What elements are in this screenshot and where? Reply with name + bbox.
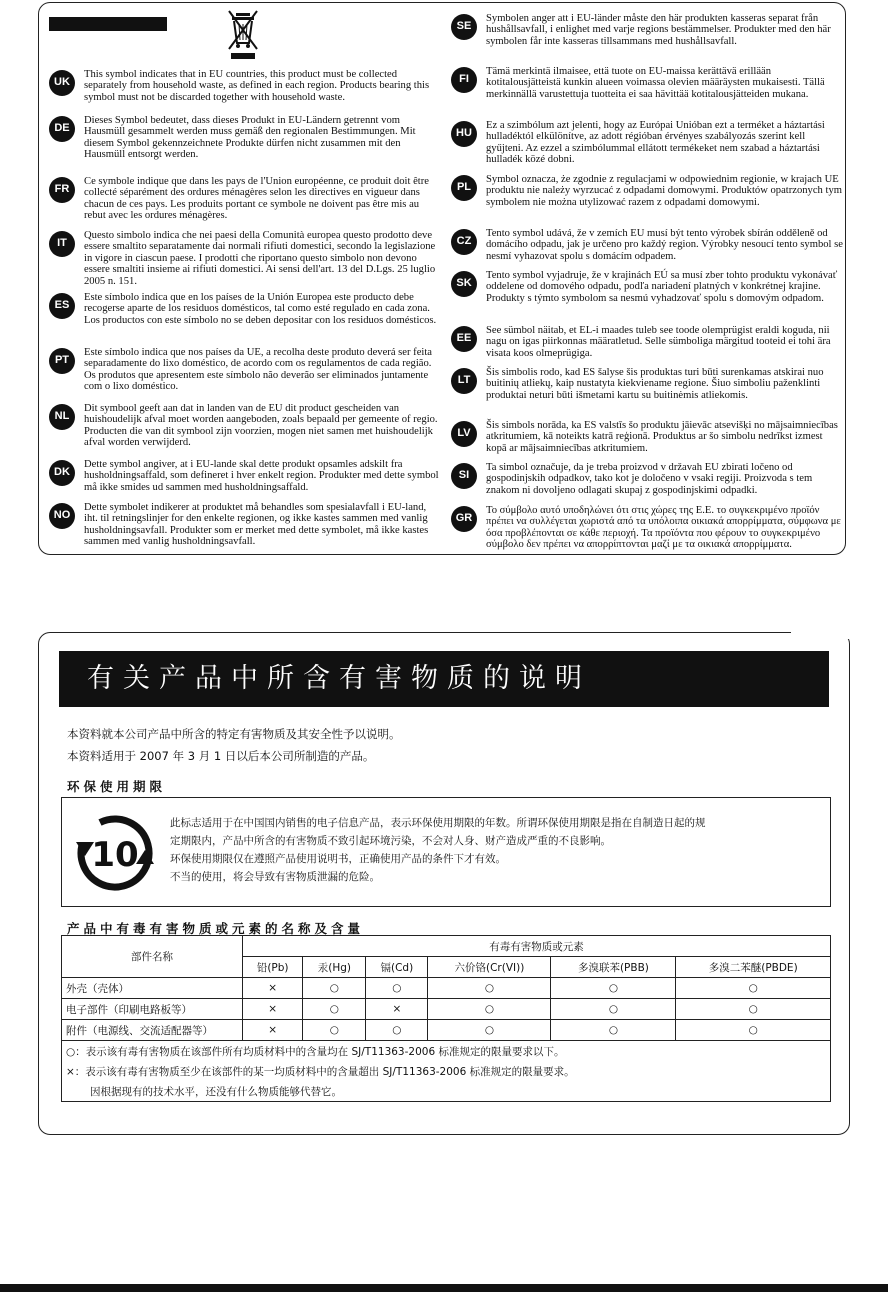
weee-text-se: Symbolen anger att i EU-länder måste den här produkten kasseras separat från hushållsavfall, i enlighet med varje regions bestämmelser. Produkter med den här symbolen får inte kasseras tillsammans med hushållsavfall. — [486, 13, 831, 47]
table-note-1: ○：表示该有毒有害物质在该部件所有均质材料中的含量均在 SJ/T11363-2006 标准规定的限量要求以下。 — [62, 1041, 831, 1062]
badge-es: ES — [49, 293, 75, 319]
bottom-black-bar — [0, 1284, 888, 1292]
eco-line-1: 此标志适用于在中国国内销售的电子信息产品，表示环保使用期限的年数。所谓环保使用期限是指在自制造日起的规 — [170, 817, 706, 829]
weee-text-si: Ta simbol označuje, da je treba proizvod v državah EU zbirati ločeno od gospodinjskih odpadkov, tako kot je določeno v vsaki regiji. Proizvoda s tem znakom ni dovoljeno odlagati skupaj z gospodinjskimi odpadki. — [486, 462, 813, 496]
cell: ○ — [428, 1020, 551, 1041]
part-name-header: 部件名称 — [62, 936, 243, 978]
weee-text-nl: Dit symbool geeft aan dat in landen van de EU dit product gescheiden van huishoudelijk afval moet worden aangeboden, zoals bepaald per gemeente of regio. Producten die van dit symbool zijn voorzien, mogen niet samen met huishoudelijk afval worden verwijderd. — [84, 403, 438, 449]
china-rohs-box — [38, 632, 850, 1135]
cell: ○ — [676, 1020, 831, 1041]
weee-entry-nl — [49, 403, 441, 459]
weee-entry-fr — [49, 176, 441, 230]
weee-entry-lt — [451, 367, 845, 420]
weee-entry-cz — [451, 228, 845, 270]
weee-entry-se — [451, 13, 845, 66]
weee-entry-no — [49, 502, 441, 550]
weee-text-hu: Ez a szimbólum azt jelenti, hogy az Európai Unióban ezt a terméket a háztartási hulladéktól elkülönítve, az adott régióban érvényes szabályozás szerint kell gyűjteni. Az ezzel a szimbólummal ellátott termékeket nem szabad a háztartási hulladék közé dobni. — [486, 120, 825, 166]
weee-text-uk: This symbol indicates that in EU countries, this product must be collected separately from household waste, as defined in each region. Products bearing this symbol must not be discarded together with household waste. — [84, 69, 430, 103]
cell: ○ — [366, 978, 428, 999]
weee-text-fr: Ce symbole indique que dans les pays de l'Union européenne, ce produit doit être collecté séparément des ordures ménagères selon les directives en vigueur dans chacun de ces pays. Les produits portant ce symbole ne doivent pas être mis au rebut avec les ordures ménagères. — [84, 176, 429, 222]
badge-lt: LT — [451, 368, 477, 394]
crossed-bin-icon — [225, 9, 261, 61]
eco-period-text — [170, 814, 706, 886]
weee-entry-es — [49, 292, 441, 347]
badge-fi: FI — [451, 67, 477, 93]
substance-group-header: 有毒有害物质或元素 — [243, 936, 831, 957]
weee-left-column — [49, 69, 441, 550]
badge-lv: LV — [451, 421, 477, 447]
badge-cz: CZ — [451, 229, 477, 255]
badge-pl: PL — [451, 175, 477, 201]
weee-entry-it — [49, 230, 441, 292]
cell: ○ — [551, 999, 676, 1020]
weee-text-pl: Symbol oznacza, że zgodnie z regulacjami w odpowiednim regionie, w krajach UE produktu nie należy wyrzucać z odpadami domowymi. Produktów opatrzonych tym symbolem nie można utylizować razem z odpadami domowymi. — [486, 174, 842, 208]
weee-entry-lv — [451, 420, 845, 462]
weee-text-es: Este símbolo indica que en los países de la Unión Europea este producto debe recogerse aparte de los residuos domésticos, tal como esté regulado en cada zona. Los productos con este símbolo no se deben depositar con los residuos domésticos. — [84, 292, 437, 326]
weee-text-gr: Το σύμβολο αυτό υποδηλώνει ότι στις χώρες της Ε.Ε. το συγκεκριμένο προϊόν πρέπει να συλλέγεται χωριστά από τα υπόλοιπα οικιακά απορρίμματα, σύμφωνα με όσα προβλέπονται σε κάθε περιοχή. Τα προϊόντα που φέρουν το συγκεκριμένο σύμβολο δεν πρέπει να απορρίπτονται μαζί με τα οικιακά απορρίμματα. — [486, 505, 841, 551]
cell: ○ — [303, 999, 366, 1020]
eco-line-4: 不当的使用，将会导致有害物质泄漏的危险。 — [170, 871, 380, 883]
cell: × — [243, 978, 303, 999]
col-header-pbb: 多溴联苯(PBB) — [551, 957, 676, 978]
cell: × — [243, 1020, 303, 1041]
cell: ○ — [676, 978, 831, 999]
cell: ○ — [428, 978, 551, 999]
eco-line-2: 定期限内，产品中所含的有害物质不致引起环境污染，不会对人身、财产造成严重的不良影响。 — [170, 835, 611, 847]
cell: ○ — [551, 978, 676, 999]
weee-text-it: Questo simbolo indica che nei paesi della Comunità europea questo prodotto deve essere smaltito separatamente dai normali rifiuti domestici, secondo la legislazione in vigore in ciascun paese. I prodotti che riportano questo simbolo non devono essere smaltiti insieme ai rifiuti domestici. Ai sensi dell'art. 13 del D.Lgs. 25 luglio 2005 n. 151. — [84, 230, 436, 287]
weee-entry-dk — [49, 459, 441, 502]
weee-entry-hu — [451, 120, 845, 174]
weee-text-no: Dette symbolet indikerer at produktet må behandles som spesialavfall i EU-land, iht. til retningslinjer for den enkelte regionen, og ikke kastes sammen med vanlig husholdningsavfall. Produkter som er merket med dette symbolet, må ikke kastes sammen med vanlig husholdningsavfall. — [84, 502, 429, 548]
row-name: 电子部件（印刷电路板等） — [62, 999, 243, 1020]
weee-entry-uk — [49, 69, 441, 108]
intro-line-1: 本资料就本公司产品中所含的特定有害物质及其安全性予以说明。 — [67, 727, 401, 741]
table-note-3: 因根据现有的技术水平，还没有什么物质能够代替它。 — [62, 1081, 831, 1102]
weee-entry-de — [49, 115, 441, 176]
cell: ○ — [303, 1020, 366, 1041]
badge-no: NO — [49, 503, 75, 529]
weee-text-pt: Este símbolo indica que nos países da UE, a recolha deste produto deverá ser feita separadamente do lixo doméstico, de acordo com os regulamentos de cada região. Os produtos que apresentem este símbolo não deverão ser eliminados juntamente com o lixo doméstico. — [84, 347, 433, 393]
weee-entry-si — [451, 462, 845, 505]
badge-se: SE — [451, 14, 477, 40]
weee-text-lv: Šis simbols norāda, ka ES valstīs šo produktu jāievāc atsevišķi no mājsaimniecības atkritumiem, kā noteikts katrā reģionā. Produktus ar šo simbolu nedrīkst izmest kopā ar mājsaimniecības atkritumiem. — [486, 420, 838, 454]
weee-text-dk: Dette symbol angiver, at i EU-lande skal dette produkt opsamles adskilt fra husholdningsaffald, som defineret i hver enkelt region. Produkter med dette symbol må ikke smides ud sammen med husholdningsaffald. — [84, 459, 439, 493]
cell: ○ — [366, 1020, 428, 1041]
cell: × — [243, 999, 303, 1020]
badge-de: DE — [49, 116, 75, 142]
weee-entry-sk — [451, 270, 845, 325]
badge-dk: DK — [49, 460, 75, 486]
badge-si: SI — [451, 463, 477, 489]
badge-ee: EE — [451, 326, 477, 352]
row-name: 外壳（壳体） — [62, 978, 243, 999]
intro-line-2: 本资料适用于 2007 年 3 月 1 日以后本公司所制造的产品。 — [67, 749, 375, 763]
badge-pt: PT — [49, 348, 75, 374]
col-header-cd: 镉(Cd) — [366, 957, 428, 978]
cell: ○ — [676, 999, 831, 1020]
badge-fr: FR — [49, 177, 75, 203]
table-row — [62, 999, 831, 1020]
weee-entry-pt — [49, 347, 441, 403]
weee-text-de: Dieses Symbol bedeutet, dass dieses Produkt in EU-Ländern getrennt vom Hausmüll gesammelt werden muss gemäß den regionalen Bestimmungen. Mit diesem Symbol gekennzeichnete Produkte dürfen nicht zusammen mit den Hausmüll entsorgt werden. — [84, 115, 416, 161]
rohs-title: 有关产品中所含有害物质的说明 — [59, 651, 829, 707]
cell: ○ — [428, 999, 551, 1020]
table-note-2: ×：表示该有毒有害物质至少在该部件的某一均质材料中的含量超出 SJ/T11363-2006 标准规定的限量要求。 — [62, 1061, 831, 1081]
col-header-pbde: 多溴二苯醚(PBDE) — [676, 957, 831, 978]
badge-sk: SK — [451, 271, 477, 297]
eco-period-box — [61, 797, 831, 907]
weee-right-column — [451, 13, 845, 555]
weee-entry-ee — [451, 325, 845, 367]
substance-table-heading: 产品中有毒有害物质或元素的名称及含量 — [67, 921, 365, 936]
eco-line-3: 环保使用期限仅在遵照产品使用说明书，正确使用产品的条件下才有效。 — [170, 853, 506, 865]
weee-entry-gr — [451, 505, 845, 555]
weee-text-cz: Tento symbol udává, že v zemích EU musí být tento výrobek sbírán odděleně od domácího odpadu, jak je určeno pro každý region. Výrobky nesoucí tento symbol se nesmí vyhazovat spolu s domácím odpadem. — [486, 228, 843, 262]
black-label-bar — [49, 17, 167, 31]
col-header-cr6: 六价铬(Cr(VI)) — [428, 957, 551, 978]
rohs-intro — [67, 723, 401, 767]
weee-entry-fi — [451, 66, 845, 120]
weee-notice-box — [38, 2, 846, 555]
eco-period-heading: 环保使用期限 — [67, 779, 167, 794]
col-header-pb: 铅(Pb) — [243, 957, 303, 978]
col-header-hg: 汞(Hg) — [303, 957, 366, 978]
cell: ○ — [303, 978, 366, 999]
substance-table — [61, 935, 831, 1102]
badge-uk: UK — [49, 70, 75, 96]
eco-number: 10 — [91, 835, 139, 875]
badge-nl: NL — [49, 404, 75, 430]
weee-text-ee: See sümbol näitab, et EL-i maades tuleb see toode olemprügist eraldi koguda, nii nagu on igas piirkonnas määratletud. Selle sümboliga märgitud tooteid ei tohi ära visata koos olmeprügiga. — [486, 325, 831, 359]
badge-hu: HU — [451, 121, 477, 147]
badge-it: IT — [49, 231, 75, 257]
row-name: 附件（电源线、交流适配器等） — [62, 1020, 243, 1041]
table-row — [62, 978, 831, 999]
weee-entry-pl — [451, 174, 845, 228]
cell: × — [366, 999, 428, 1020]
cell: ○ — [551, 1020, 676, 1041]
badge-gr: GR — [451, 506, 477, 532]
weee-text-lt: Šis simbolis rodo, kad ES šalyse šis produktas turi būti surenkamas atskirai nuo buitinių atliekų, kaip nustatyta kiekviename regione. Šiuo simboliu paženklinti produktai neturi būti išmetami kartu su buitinėmis atliekomis. — [486, 367, 824, 401]
eco-period-10-icon — [74, 812, 156, 894]
table-row — [62, 1020, 831, 1041]
weee-text-sk: Tento symbol vyjadruje, že v krajinách EÚ sa musí zber tohto produktu vykonávať oddelene od domového odpadu, podľa nariadení platných v konkrétnej krajine. Produkty s týmto symbolom sa nesmú vyhadzovať spolu s domovým odpadom. — [486, 270, 838, 304]
weee-text-fi: Tämä merkintä ilmaisee, että tuote on EU-maissa kerättävä erillään kotitalousjätteistä kunkin alueen voimassa olevien määräysten mukaisesti. Tällä merkinnällä varustettuja tuotteita ei saa hävittää kotitalousjätteiden mukana. — [486, 66, 825, 100]
frame-notch — [791, 625, 867, 639]
